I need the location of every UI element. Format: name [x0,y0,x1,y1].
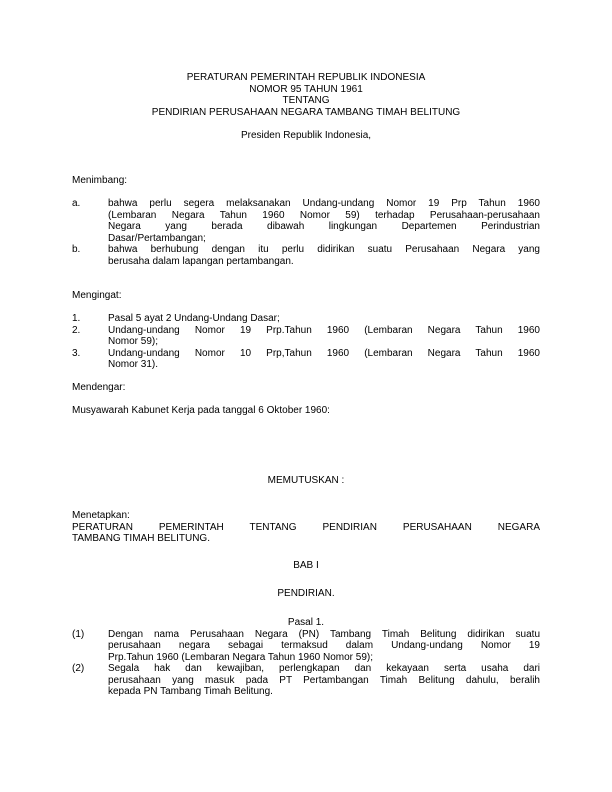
menetapkan-label: Menetapkan: [72,510,130,521]
text-line: (Lembaran Negara Tahun 1960 Nomor 59) terhadap Perusahaan-perusahaan [108,209,540,221]
text-line: Segala hak dan kewajiban, perlengkapan dan kekayaan serta usaha dari [108,663,540,674]
item-marker: 3. [72,347,81,359]
text-line: perusahaan yang masuk pada PT Pertambangan Timah Belitung dahulu, beralih [108,674,540,686]
text-line: bahwa perlu segera melaksanakan Undang-undang Nomor 19 Prp Tahun 1960 [108,198,540,209]
bab-title: BAB I [293,560,319,571]
president-line: Presiden Republik Indonesia, [240,129,372,141]
text-line: perusahaan negara sebagai termaksud dalam Undang-undang Nomor 19 [108,640,540,651]
item-marker: b. [72,244,81,255]
item-body [108,348,540,371]
item-marker: (2) [72,663,85,674]
item-marker: 1. [72,313,81,324]
menetapkan-text [72,522,540,545]
text-line: TAMBANG TIMAH BELITUNG. [72,533,210,544]
text-line: Prp.Tahun 1960 (Lembaran Negara Tahun 1960 Nomor 59); [108,651,373,663]
title-line-4: PENDIRIAN PERUSAHAAN NEGARA TAMBANG TIMAH BELITUNG [151,106,461,118]
text-line: Nomor 59); [108,336,159,347]
item-marker: 2. [72,324,81,336]
text-line: Nomor 31). [108,359,159,370]
title-line-3: TENTANG [282,95,330,106]
mengingat-label: Mengingat: [72,290,122,301]
item-marker: a. [72,198,81,209]
text-line: Undang-undang Nomor 10 Prp,Tahun 1960 (Lembaran Negara Tahun 1960 [108,347,540,359]
text-line: bahwa berhubung dengan itu perlu didirikan suatu Perusahaan Negara yang [108,244,540,255]
text-line: Undang-undang Nomor 19 Prp.Tahun 1960 (Lembaran Negara Tahun 1960 [108,324,540,336]
item-body [108,629,540,664]
pasal-1-title: Pasal 1. [287,617,325,628]
text-line: PERATURAN PEMERINTAH TENTANG PENDIRIAN PERUSAHAAN NEGARA [72,521,540,533]
text-line: Dasar/Pertambangan; [108,232,206,244]
bab-subtitle: PENDIRIAN. [277,588,335,599]
text-line: Dengan nama Perusahaan Negara (PN) Tambang Timah Belitung didirikan suatu [108,628,540,640]
mendengar-text: Musyawarah Kabunet Kerja pada tanggal 6 Oktober 1960: [72,404,330,416]
text-line: Negara yang berada dibawah lingkungan Departemen Perindustrian [108,221,540,232]
item-body [108,663,540,698]
memutuskan-heading: MEMUTUSKAN : [267,475,345,486]
item-marker: (1) [72,628,85,640]
item-body [108,313,540,325]
item-body [108,198,540,244]
mendengar-label: Mendengar: [72,381,126,393]
text-line: Pasal 5 ayat 2 Undang-Undang Dasar; [108,313,280,324]
item-body [108,244,540,267]
title-line-2: NOMOR 95 TAHUN 1961 [249,83,363,95]
menimbang-label: Menimbang: [72,175,128,186]
title-line-1: PERATURAN PEMERINTAH REPUBLIK INDONESIA [186,72,426,83]
text-line: berusaha dalam lapangan pertambangan. [108,255,294,267]
item-body [108,325,540,348]
text-line: kepada PN Tambang Timah Belitung. [108,686,273,697]
